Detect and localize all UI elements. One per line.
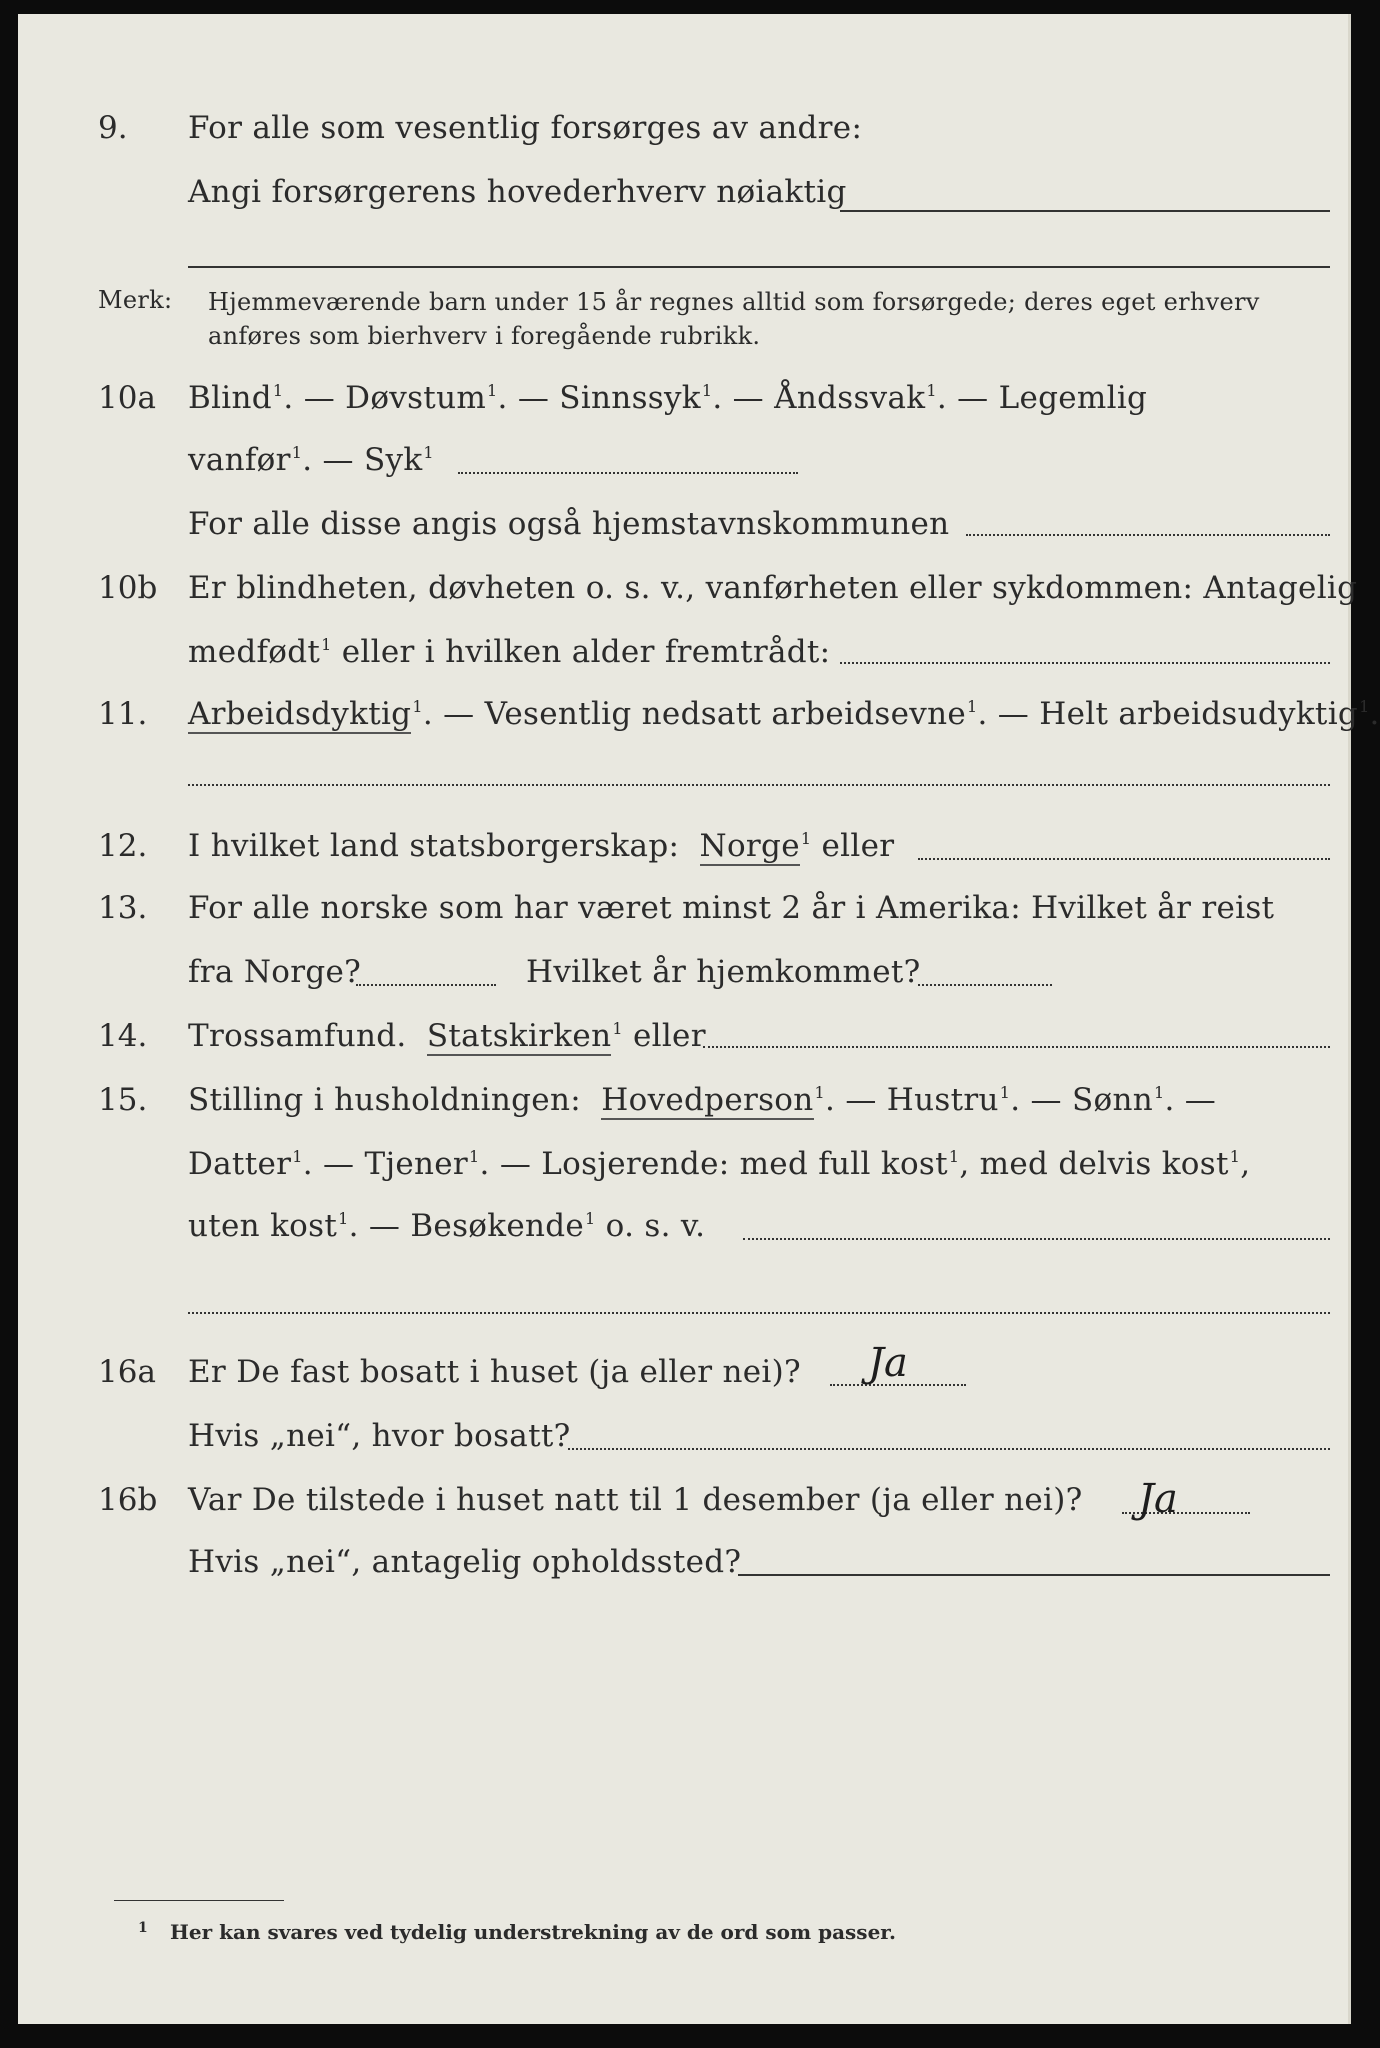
q10a-hjemstavn-line[interactable] [966,534,1330,536]
q15-line3: uten kost$^1$. — Besøkende$^1$ o. s. v. [188,1208,706,1244]
q10a-line1: Blind$^1$. — Døvstum$^1$. — Sinnssyk$^1$. — Åndssvak$^1$. — Legemlig [188,380,1148,416]
q10b-line2: medfødt$^1$ eller i hvilken alder fremtrådt: [188,634,831,670]
q16b-line1: Var De tilstede i huset natt til 1 desember (ja eller nei)? [188,1482,1083,1518]
q10a-number: 10a [98,380,156,416]
q16a-line2: Hvis „nei“, hvor bosatt? [188,1418,571,1454]
q16b-handwritten-answer: Ja [1138,1476,1178,1522]
q13-line2a: fra Norge? [188,954,362,990]
q10a-answer-line[interactable] [458,472,798,474]
q14-answer-line[interactable] [703,1046,1330,1048]
q16b-line2: Hvis „nei“, antagelig opholdssted? [188,1544,742,1580]
q13-reist-line[interactable] [356,984,496,986]
q10b-number: 10b [98,570,158,606]
q13-line2b: Hvilket år hjemkommet? [526,954,921,990]
q9-answer-line-2[interactable] [188,266,1330,268]
q11-line: Arbeidsdyktig$^1$. — Vesentlig nedsatt arbeidsevne$^1$. — Helt arbeidsudyktig$^1$. [188,696,1380,732]
q15-answer-line-2[interactable] [188,1312,1330,1314]
q9-answer-line[interactable] [840,210,1330,212]
option-norge[interactable]: Norge [699,828,800,864]
footnote-text: Her kan svares ved tydelig understrekning av de ord som passer. [170,1920,896,1944]
q12-number: 12. [98,828,148,864]
merk-label: Merk: [98,286,173,314]
footnote-mark: 1 [138,1920,148,1936]
merk-line2: anføres som bierhverv i foregående rubrikk. [208,322,761,350]
q16a-line1: Er De fast bosatt i huset (ja eller nei)? [188,1354,801,1390]
q16b-number: 16b [98,1482,158,1518]
q10b-answer-line[interactable] [840,662,1330,664]
q16a-number: 16a [98,1354,156,1390]
q10a-line3: For alle disse angis også hjemstavnskommunen [188,506,950,542]
q13-hjemkommet-line[interactable] [918,984,1052,986]
option-legemlig[interactable]: Legemlig [998,380,1148,416]
option-andssvak[interactable]: Åndssvak [774,380,926,416]
q14-line: Trossamfund. Statskirken$^1$ eller [188,1018,706,1054]
option-arbeidsdyktig[interactable]: Arbeidsdyktig [188,696,412,732]
q9-line1: For alle som vesentlig forsørges av andre: [188,110,863,146]
census-form-page [18,14,1380,2024]
option-vanfor[interactable]: vanfør [188,442,291,478]
q14-number: 14. [98,1018,148,1054]
q15-line2: Datter$^1$. — Tjener$^1$. — Losjerende: med full kost$^1$, med delvis kost$^1$, [188,1146,1251,1182]
option-statskirken[interactable]: Statskirken [426,1018,612,1054]
option-medfodt[interactable]: medfødt [188,634,321,670]
q10a-line2: vanfør$^1$. — Syk$^1$ [188,442,434,478]
option-hovedperson[interactable]: Hovedperson [601,1082,814,1118]
q15-number: 15. [98,1082,148,1118]
option-dovstum[interactable]: Døvstum [345,380,487,416]
q16a-bosatt-line[interactable] [568,1448,1330,1450]
q9-line2: Angi forsørgerens hovederhverv nøiaktig [188,174,847,210]
q15-answer-line[interactable] [743,1238,1330,1240]
q11-answer-line[interactable] [188,784,1330,786]
option-syk[interactable]: Syk [363,442,423,478]
q11-number: 11. [98,696,148,732]
q16b-opholdssted-line[interactable] [738,1574,1330,1576]
q10b-line1: Er blindheten, døvheten o. s. v., vanførheten eller sykdommen: Antagelig [188,570,1358,606]
option-blind[interactable]: Blind [188,380,272,416]
q15-line1: Stilling i husholdningen: Hovedperson$^1$. — Hustru$^1$. — Sønn$^1$. — [188,1082,1217,1118]
q13-number: 13. [98,890,148,926]
q16a-handwritten-answer: Ja [868,1340,908,1386]
footnote-rule [114,1900,284,1901]
q12-line: I hvilket land statsborgerskap: Norge$^1$ eller [188,828,895,864]
merk-line1: Hjemmeværende barn under 15 år regnes alltid som forsørgede; deres eget erhverv [208,288,1260,316]
q13-line1: For alle norske som har været minst 2 år i Amerika: Hvilket år reist [188,890,1275,926]
q12-answer-line[interactable] [918,858,1330,860]
option-sinnssyk[interactable]: Sinnssyk [559,380,701,416]
q9-number: 9. [98,110,128,146]
